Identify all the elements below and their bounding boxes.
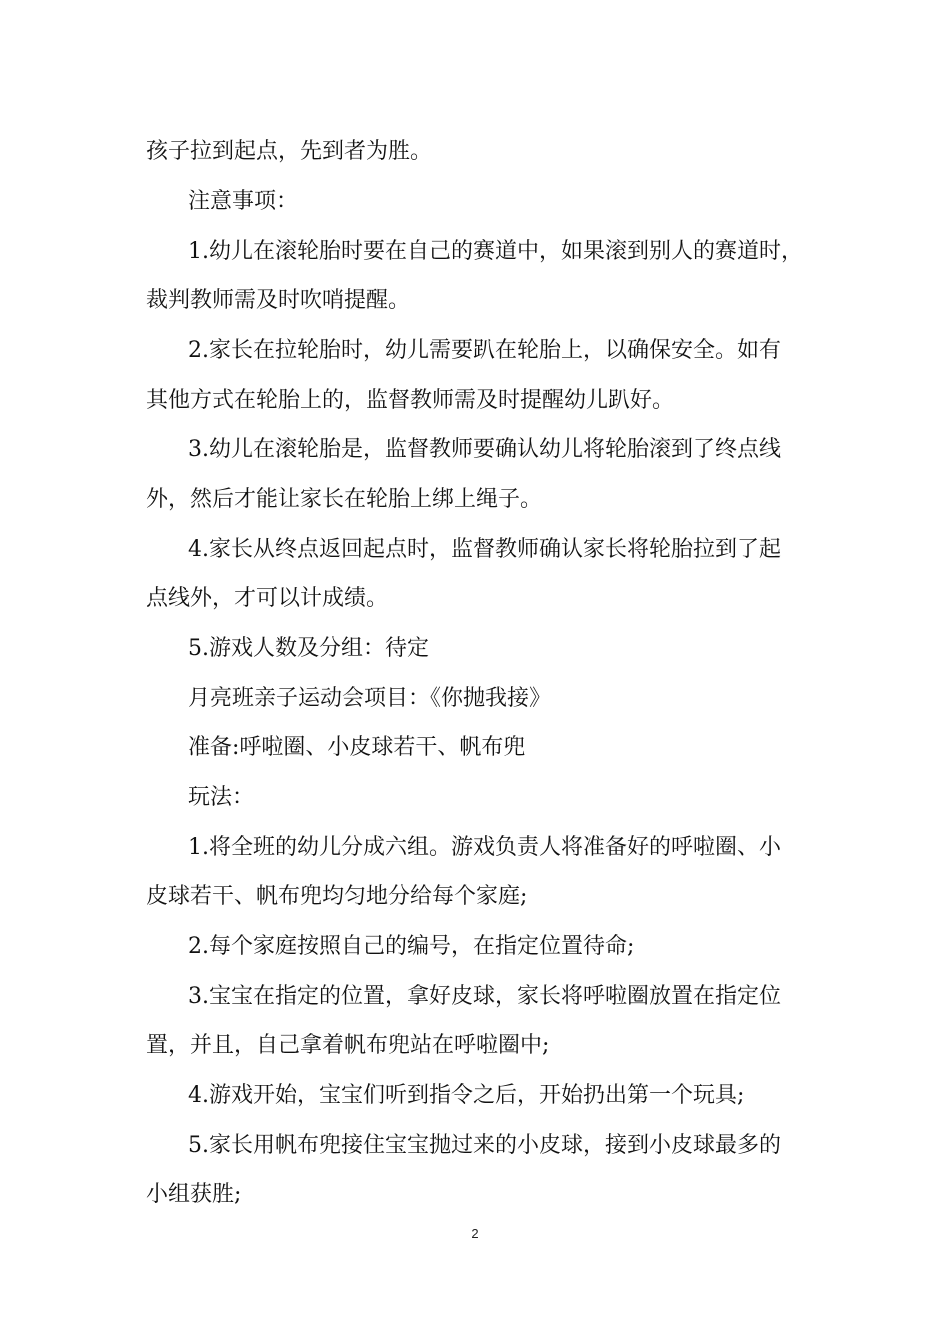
- text-line-16: 皮球若干、帆布兜均匀地分给每个家庭;: [146, 884, 528, 909]
- text-line-22: 小组获胜;: [146, 1182, 242, 1207]
- text-line-12: 月亮班亲子运动会项目：《你抛我接》: [188, 686, 552, 711]
- text-line-6: 其他方式在轮胎上的，监督教师需及时提醒幼儿趴好。: [146, 388, 675, 413]
- text-line-4: 裁判教师需及时吹哨提醒。: [146, 288, 411, 313]
- text-line-9: 4.家长从终点返回起点时，监督教师确认家长将轮胎拉到了起: [188, 537, 781, 562]
- page-number: 2: [471, 1226, 479, 1241]
- text-line-21: 5.家长用帆布兜接住宝宝抛过来的小皮球，接到小皮球最多的: [188, 1133, 781, 1158]
- text-line-7: 3.幼儿在滚轮胎是，监督教师要确认幼儿将轮胎滚到了终点线: [188, 437, 781, 462]
- text-line-15: 1.将全班的幼儿分成六组。游戏负责人将准备好的呼啦圈、小: [188, 835, 781, 860]
- text-line-8: 外，然后才能让家长在轮胎上绑上绳子。: [146, 487, 543, 512]
- text-line-17: 2.每个家庭按照自己的编号，在指定位置待命;: [188, 934, 635, 959]
- text-line-13: 准备:呼啦圈、小皮球若干、帆布兜: [188, 735, 526, 760]
- text-line-18: 3.宝宝在指定的位置，拿好皮球，家长将呼啦圈放置在指定位: [188, 984, 781, 1009]
- text-line-10: 点线外，才可以计成绩。: [146, 586, 389, 611]
- text-line-1: 孩子拉到起点，先到者为胜。: [146, 139, 433, 164]
- text-line-19: 置，并且，自己拿着帆布兜站在呼啦圈中;: [146, 1033, 550, 1058]
- text-line-14: 玩法：: [188, 785, 255, 810]
- text-line-20: 4.游戏开始，宝宝们听到指令之后，开始扔出第一个玩具;: [188, 1083, 745, 1108]
- text-line-2: 注意事项：: [188, 189, 299, 214]
- text-line-5: 2.家长在拉轮胎时，幼儿需要趴在轮胎上，以确保安全。如有: [188, 338, 781, 363]
- text-line-3: 1.幼儿在滚轮胎时要在自己的赛道中，如果滚到别人的赛道时，: [188, 239, 803, 264]
- text-line-11: 5.游戏人数及分组：待定: [188, 636, 429, 661]
